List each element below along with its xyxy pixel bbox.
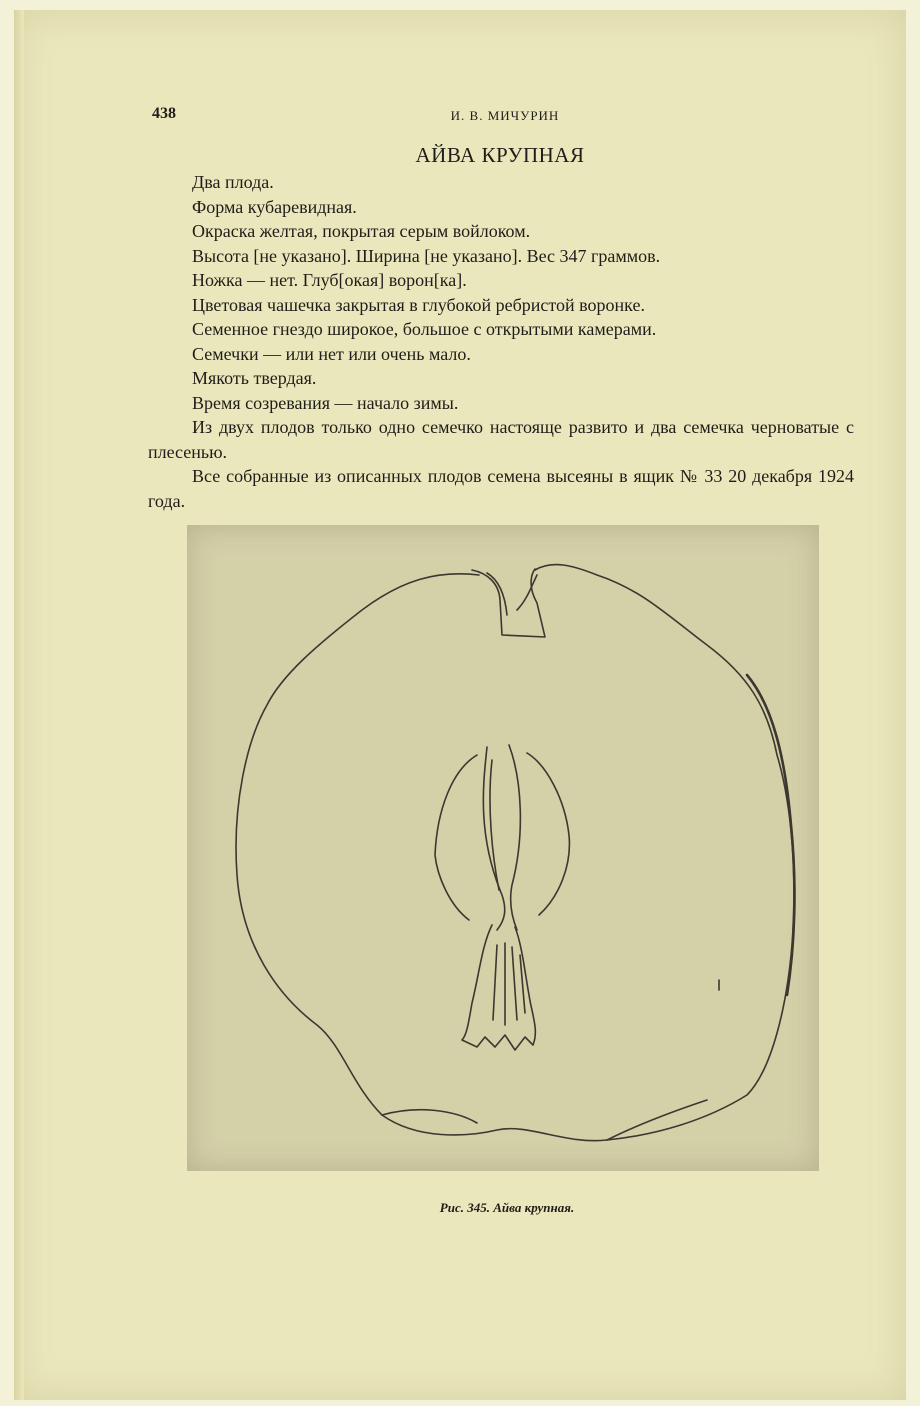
fruit-outline [236, 565, 794, 1141]
core-inner-left [490, 760, 499, 890]
stem-cavity-inner [487, 573, 537, 615]
body-text [148, 170, 854, 513]
text-line: Время созревания — начало зимы. [192, 392, 459, 413]
text-line: Цветовая чашечка закрытая в глубокой ребристой воронке. [192, 294, 645, 315]
paragraph-sown: Все собранные из описанных плодов семена высеяны в ящик № 33 20 декабря 1924 года. [148, 466, 854, 511]
text-line: Высота [не указано]. Ширина [не указано]. Вес 347 граммов. [192, 245, 661, 266]
paragraph-seeds: Из двух плодов только одно семечко настояще развито и два семечка черноватые с плесенью. [148, 417, 854, 462]
quince-cross-section-drawing [187, 525, 819, 1171]
seed-chamber-right [527, 753, 569, 915]
calyx-lines [493, 943, 525, 1025]
running-head: И. В. МИЧУРИН [450, 108, 560, 123]
text-line: Семенное гнездо широкое, большое с открытыми камерами. [192, 319, 657, 339]
text-line: Форма кубаревидная. [192, 196, 357, 217]
page-number: 438 [152, 105, 176, 122]
seed-chamber-left [435, 755, 477, 920]
figure-caption: Рис. 345. Айва крупная. [439, 1200, 575, 1215]
core-center-right [509, 745, 520, 930]
stem-cavity [472, 569, 545, 637]
text-line: Окраска желтая, покрытая серым войлоком. [192, 221, 531, 241]
calyx-funnel [462, 925, 535, 1050]
text-line: Ножка — нет. Глуб[окая] ворон[ка]. [192, 270, 467, 290]
text-line: Два плода. [192, 172, 274, 192]
fruit-outline-bold-right [747, 675, 794, 995]
quince-illustration [187, 525, 819, 1171]
text-line: Мякоть твердая. [192, 368, 317, 388]
page-title: АЙВА КРУПНАЯ [415, 143, 585, 167]
page-edge [14, 10, 24, 1400]
text-line: Семечки — или нет или очень мало. [192, 343, 471, 364]
core-center-left [483, 747, 504, 930]
